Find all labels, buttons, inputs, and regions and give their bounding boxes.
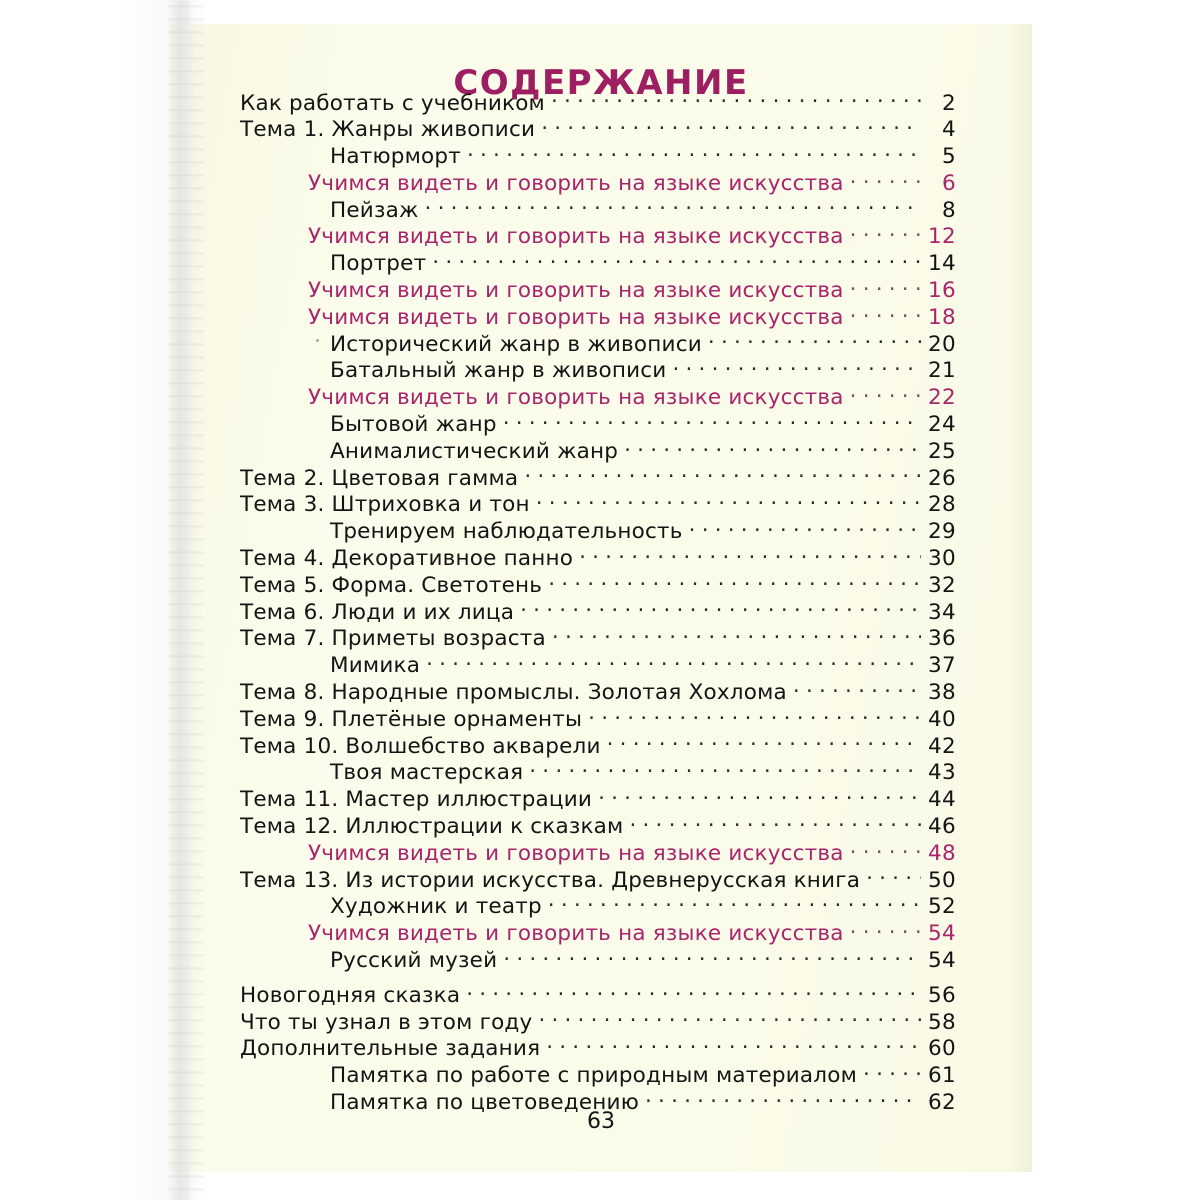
toc-entry-label: Твоя мастерская [330, 760, 524, 786]
toc-entry-label: Учимся видеть и говорить на языке искусства [308, 840, 844, 866]
toc-entry-label: Тема 8. Народные промыслы. Золотая Хохлома [240, 680, 787, 706]
toc-entry-label: Портрет [330, 251, 427, 277]
toc-entry[interactable] [240, 222, 956, 249]
toc-entry-label: Дополнительные задания [240, 1036, 541, 1062]
toc-entry[interactable] [240, 785, 956, 812]
book-page [170, 24, 1032, 1172]
toc-entry-page-number: 61 [928, 1063, 956, 1089]
toc-entry[interactable] [240, 410, 956, 437]
toc-entry[interactable] [240, 919, 956, 946]
toc-entry-label: Бытовой жанр [330, 412, 497, 438]
toc-entry[interactable] [240, 168, 956, 195]
toc-entry-page-number: 44 [928, 787, 956, 813]
toc-entry-page-number: 32 [928, 572, 956, 598]
toc-entry-label: Тренируем наблюдательность [330, 519, 683, 545]
toc-entry-label: Анималистический жанр [330, 438, 619, 464]
toc-entry-label: Тема 1. Жанры живописи [240, 117, 536, 143]
toc-entry-page-number: 56 [928, 982, 956, 1008]
toc-entry[interactable] [240, 892, 956, 919]
dot-leader [850, 838, 921, 860]
toc-entry-label: Тема 5. Форма. Светотень [240, 572, 543, 598]
toc-entry[interactable] [240, 276, 956, 303]
dot-leader [579, 544, 921, 566]
toc-entry-label: Тема 11. Мастер иллюстрации [240, 787, 593, 813]
toc-entry[interactable] [240, 115, 956, 142]
toc-entry-label: Мимика [330, 653, 421, 679]
toc-entry-label: Тема 3. Штриховка и тон [240, 492, 530, 518]
toc-entry-page-number: 8 [942, 197, 956, 223]
toc-entry-page-number: 50 [928, 867, 956, 893]
toc-entry[interactable] [240, 329, 956, 356]
toc-entry[interactable] [240, 624, 956, 651]
toc-entry[interactable] [240, 838, 956, 865]
toc-entry[interactable] [240, 704, 956, 731]
toc-entry-page-number: 24 [928, 412, 956, 438]
dot-leader [645, 1087, 921, 1109]
dot-leader [432, 249, 921, 271]
dot-leader [529, 758, 921, 780]
dot-leader [520, 597, 921, 619]
dot-leader [850, 919, 921, 941]
toc-entry-page-number: 18 [928, 304, 956, 330]
toc-entry-label: Тема 6. Люди и их лица [240, 599, 515, 625]
toc-entry-page-number: 6 [942, 170, 956, 196]
dot-leader [548, 570, 921, 592]
dot-leader [850, 276, 921, 298]
dot-leader [536, 490, 921, 512]
dot-leader [552, 624, 921, 646]
dot-leader [689, 517, 921, 539]
toc-entry-label: Тема 10. Волшебство акварели [240, 733, 601, 759]
toc-entry-label: Новогодняя сказка [240, 982, 461, 1008]
toc-entry-page-number: 54 [928, 921, 956, 947]
dot-leader [541, 115, 921, 137]
toc-entry-page-number: 5 [942, 144, 956, 170]
toc-entry[interactable] [240, 544, 956, 571]
toc-entry-label: Тема 2. Цветовая гамма [240, 465, 519, 491]
toc-entry-page-number: 36 [928, 626, 956, 652]
toc-entry[interactable] [240, 1061, 956, 1088]
toc-entry[interactable] [240, 302, 956, 329]
dot-leader [850, 168, 921, 190]
toc-entry-page-number: 12 [928, 224, 956, 250]
toc-entry[interactable] [240, 731, 956, 758]
toc-entry-label: Памятка по работе с природным материалом [330, 1063, 858, 1089]
toc-entry-label: Памятка по цветоведению [330, 1089, 639, 1115]
toc-entry-page-number: 48 [928, 840, 956, 866]
dot-leader [850, 383, 921, 405]
page-number-folio: 63 [587, 1109, 615, 1134]
dot-leader [503, 946, 921, 968]
dot-leader [598, 785, 921, 807]
toc-entry[interactable] [240, 463, 956, 490]
dot-leader [850, 222, 921, 244]
toc-entry[interactable] [240, 249, 956, 276]
toc-entry-page-number: 30 [928, 546, 956, 572]
dot-leader [538, 1007, 921, 1029]
toc-entry-label: Русский музей [330, 948, 498, 973]
dot-leader [466, 980, 921, 1002]
dot-leader [588, 704, 921, 726]
toc-entry[interactable] [240, 142, 956, 169]
toc-entry[interactable] [240, 356, 956, 383]
toc-entry-page-number: 46 [928, 814, 956, 840]
dot-leader [524, 463, 921, 485]
dot-leader [426, 651, 921, 673]
toc-entry-label: Тема 9. Плетёные орнаменты [240, 706, 583, 732]
dot-leader [629, 812, 921, 834]
table-of-contents [240, 88, 956, 1114]
dot-leader [546, 1034, 921, 1056]
toc-entry[interactable] [240, 597, 956, 624]
toc-entry-page-number: 28 [928, 492, 956, 518]
toc-entry-label: Тема 7. Приметы возраста [240, 626, 546, 652]
toc-entry[interactable] [240, 88, 956, 115]
toc-entry[interactable] [240, 490, 956, 517]
dot-leader [672, 356, 921, 378]
toc-entry-page-number: 16 [928, 278, 956, 304]
toc-entry-page-number: 62 [928, 1089, 956, 1115]
toc-entry[interactable] [240, 436, 956, 463]
toc-entry-label: Пейзаж [330, 197, 419, 223]
toc-entry-label: Тема 12. Иллюстрации к сказкам [240, 814, 624, 840]
toc-entry-page-number: 14 [928, 251, 956, 277]
toc-entry-page-number: 26 [928, 465, 956, 491]
toc-entry-page-number: 29 [928, 519, 956, 545]
toc-entry-page-number: 42 [928, 733, 956, 759]
toc-entry-label: Художник и театр [330, 894, 542, 920]
toc-entry-label: Учимся видеть и говорить на языке искусства [308, 278, 844, 304]
dot-leader [467, 142, 921, 164]
dot-leader [548, 892, 921, 914]
toc-entry[interactable] [240, 1034, 956, 1061]
toc-entry-label: Исторический жанр в живописи [330, 331, 702, 357]
toc-entry[interactable] [240, 1007, 956, 1034]
toc-entry[interactable] [240, 570, 956, 597]
toc-entry[interactable] [240, 758, 956, 785]
toc-entry-label: Учимся видеть и говорить на языке искусства [308, 224, 844, 250]
dot-leader [850, 302, 921, 324]
toc-entry[interactable] [240, 678, 956, 705]
toc-entry-label: Учимся видеть и говорить на языке искусства [308, 385, 844, 411]
dot-leader [863, 1061, 921, 1083]
toc-entry-label: Батальный жанр в живописи [330, 358, 667, 384]
toc-entry-label: Натюрморт [330, 144, 461, 170]
toc-entry-page-number: 22 [928, 385, 956, 411]
toc-entry[interactable] [240, 865, 956, 892]
page-title: СОДЕРЖАНИЕ [453, 62, 749, 103]
dot-leader [793, 678, 921, 700]
toc-entry-page-number: 54 [928, 948, 956, 973]
scan-speck [316, 339, 319, 342]
toc-entry-page-number: 38 [928, 680, 956, 706]
toc-entry-page-number: 60 [928, 1036, 956, 1062]
toc-entry-page-number: 37 [928, 653, 956, 679]
toc-entry-label: Учимся видеть и говорить на языке искусства [308, 921, 844, 947]
dot-leader [607, 731, 921, 753]
toc-entry[interactable] [240, 383, 956, 410]
toc-entry[interactable] [240, 195, 956, 222]
toc-entry-page-number: 43 [928, 760, 956, 786]
toc-entry-page-number: 52 [928, 894, 956, 920]
toc-entry-label: Тема 13. Из истории искусства. Древнерусская книга [240, 867, 861, 893]
dot-leader [551, 88, 921, 110]
toc-entry-page-number: 40 [928, 706, 956, 732]
dot-leader [503, 410, 921, 432]
toc-entry[interactable] [240, 980, 956, 1007]
dot-leader [425, 195, 921, 217]
toc-entry[interactable] [240, 517, 956, 544]
toc-entry-label: Тема 4. Декоративное панно [240, 546, 574, 572]
toc-entry-page-number: 25 [928, 438, 956, 464]
toc-entry[interactable] [240, 946, 956, 973]
toc-entry[interactable] [240, 651, 956, 678]
toc-entry-label: Как работать с учебником [240, 90, 545, 116]
toc-entry-page-number: 34 [928, 599, 956, 625]
toc-entry-page-number: 2 [942, 90, 956, 116]
dot-leader [866, 865, 921, 887]
dot-leader [708, 329, 921, 351]
toc-entry-label: Учимся видеть и говорить на языке искусства [308, 170, 844, 196]
toc-entry[interactable] [240, 812, 956, 839]
toc-entry-page-number: 58 [928, 1009, 956, 1035]
toc-entry-label: Учимся видеть и говорить на языке искусства [308, 304, 844, 330]
toc-entry-page-number: 4 [942, 117, 956, 143]
toc-entry-label: Что ты узнал в этом году [240, 1009, 533, 1035]
toc-entry-page-number: 20 [928, 331, 956, 357]
dot-leader [624, 436, 921, 458]
toc-entry-page-number: 21 [928, 358, 956, 384]
